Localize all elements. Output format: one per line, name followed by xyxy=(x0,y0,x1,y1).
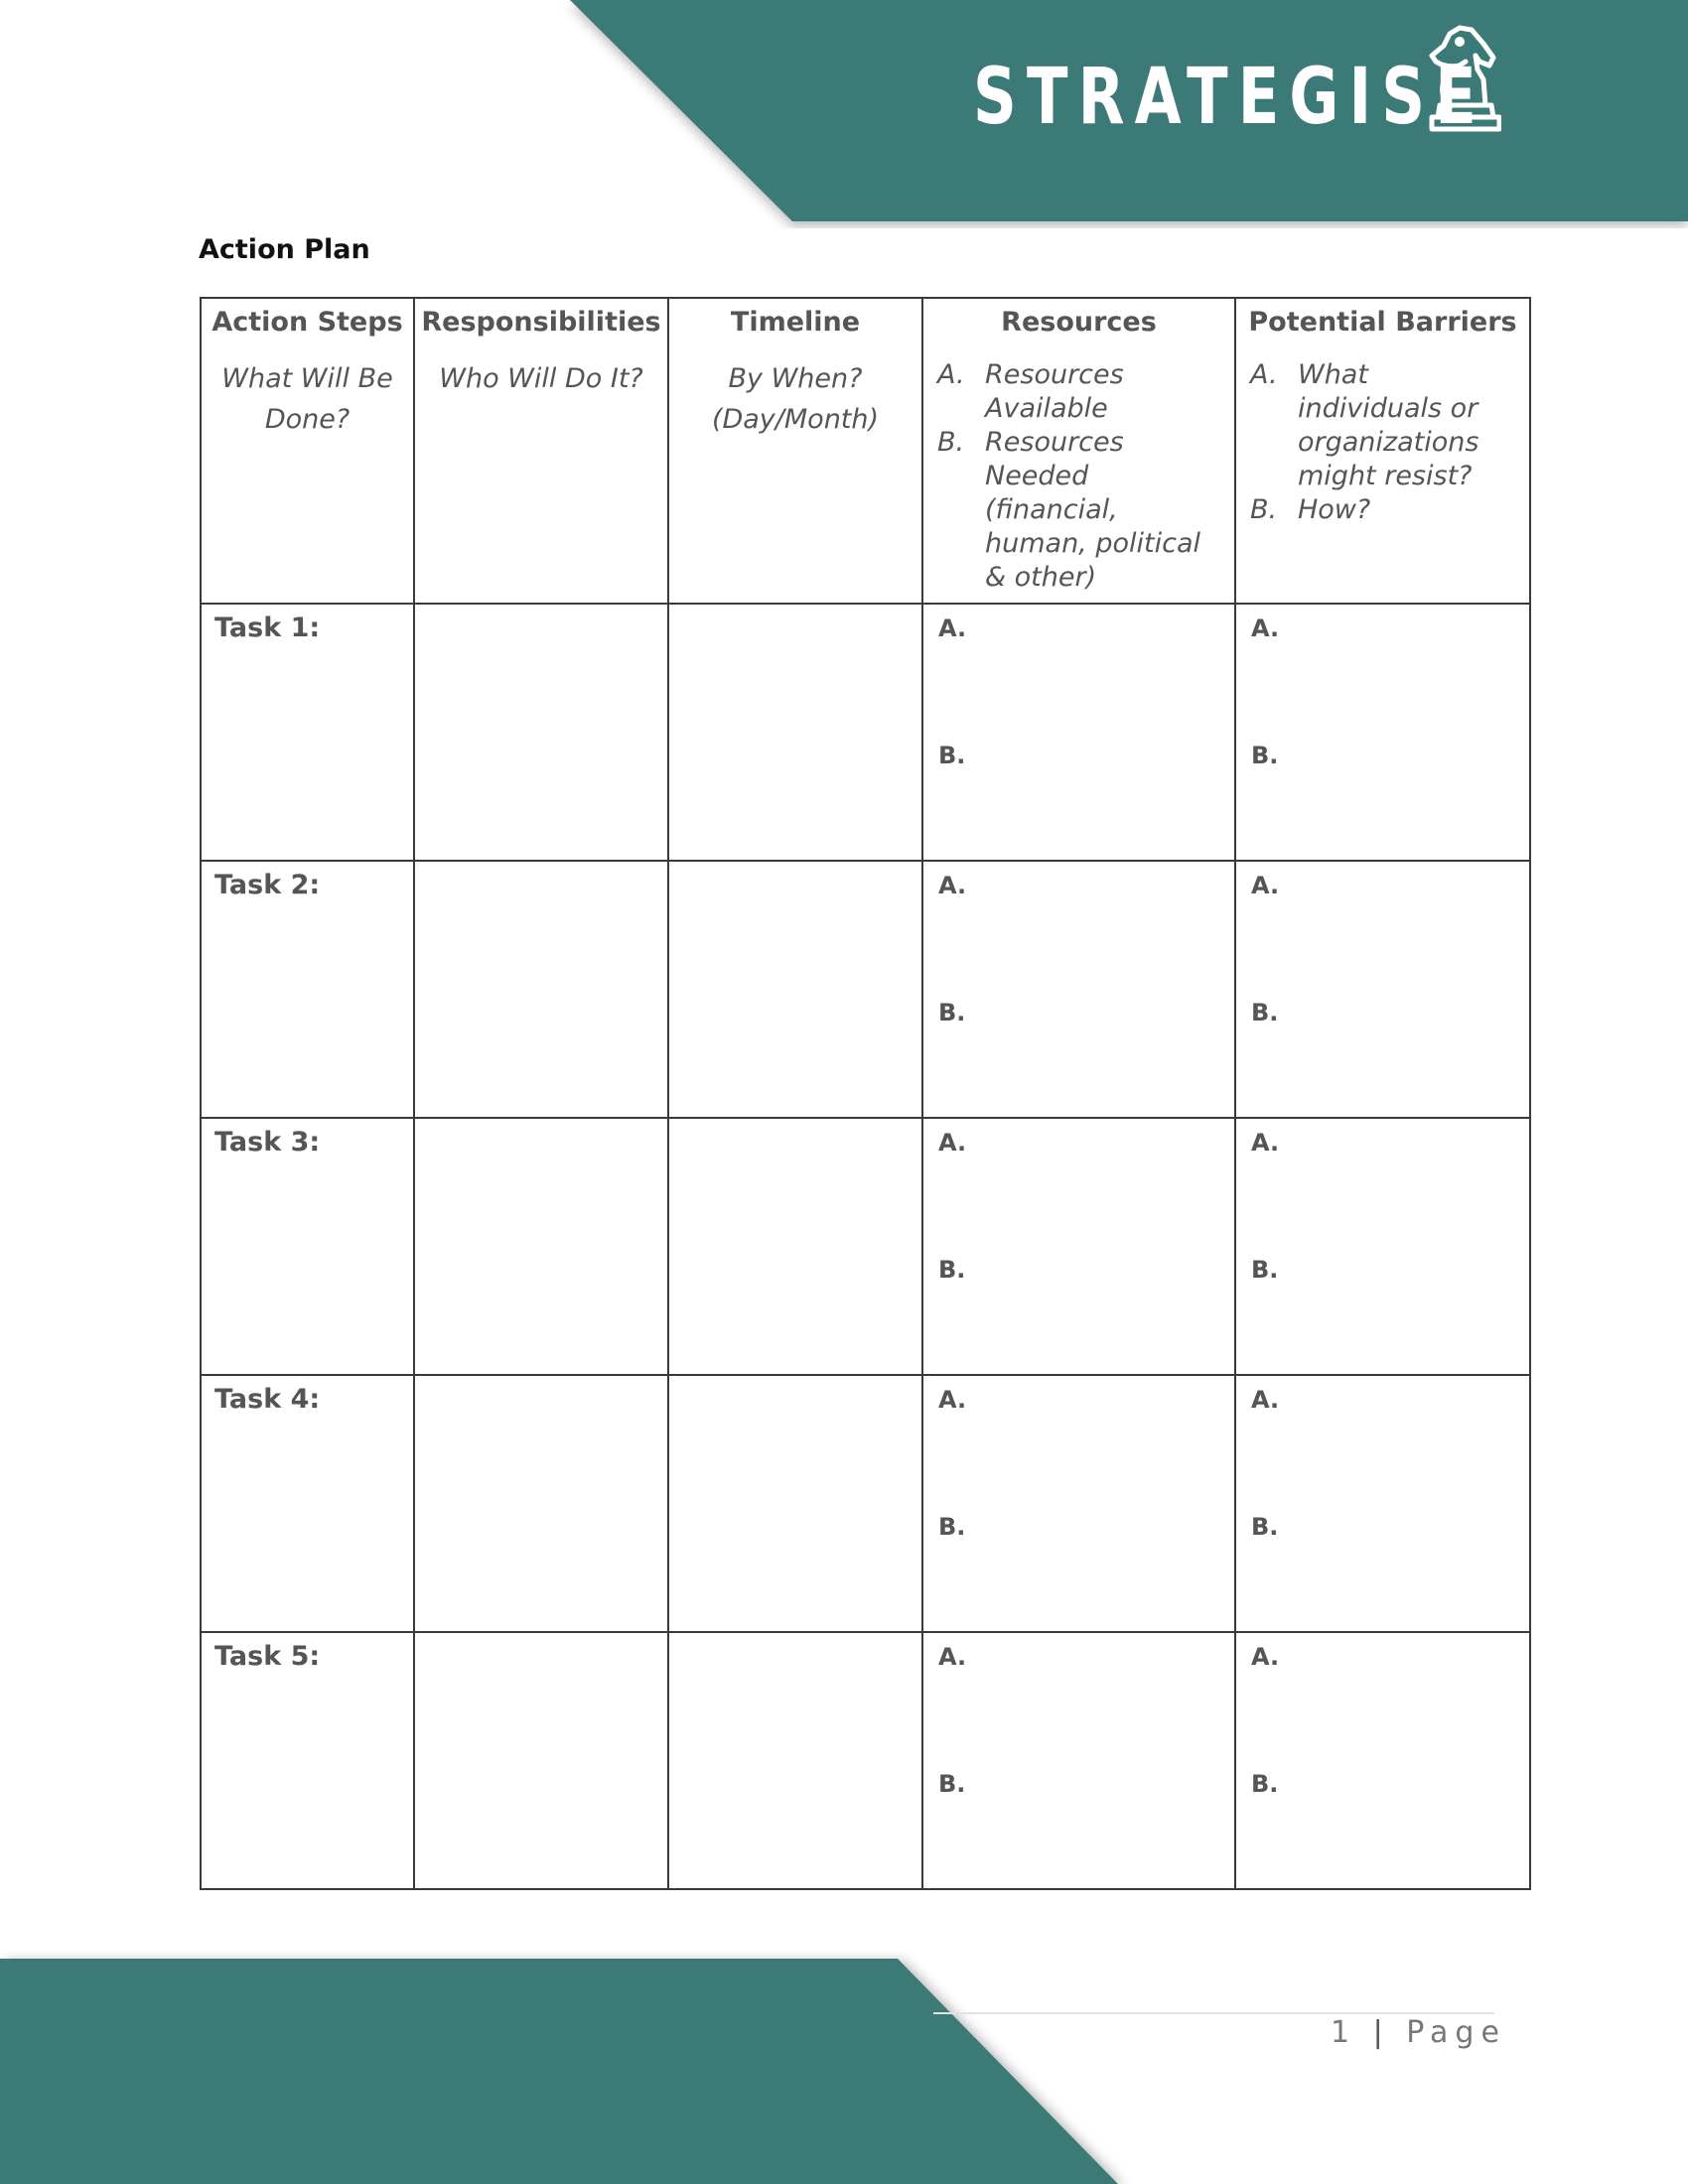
resources-a-label: A. xyxy=(938,872,967,899)
table-row xyxy=(201,861,1530,1118)
task-label: Task 5: xyxy=(214,1641,321,1672)
list-item xyxy=(937,426,1222,595)
resources-b-label: B. xyxy=(938,1513,966,1541)
responsibilities-cell[interactable] xyxy=(414,604,668,861)
brand-wordmark xyxy=(973,48,1631,147)
resources-b-label: B. xyxy=(938,999,966,1026)
table-row xyxy=(201,1632,1530,1889)
barriers-cell[interactable] xyxy=(1235,604,1530,861)
list-marker: B. xyxy=(1250,494,1278,525)
list-text: Resources Needed (financial, human, political & other) xyxy=(985,427,1200,593)
brand-name: STRATEGISE xyxy=(973,53,1486,142)
resources-a-label: A. xyxy=(938,614,967,642)
list-text: How? xyxy=(1298,494,1371,525)
task-label: Task 4: xyxy=(214,1384,321,1415)
chess-knight-icon xyxy=(1420,22,1501,137)
resources-cell[interactable] xyxy=(922,1632,1235,1889)
task-cell xyxy=(201,604,414,861)
list-marker: A. xyxy=(937,359,965,390)
task-label: Task 3: xyxy=(214,1127,321,1158)
resources-a-label: A. xyxy=(938,1643,967,1671)
column-title: Potential Barriers xyxy=(1248,307,1517,338)
responsibilities-cell[interactable] xyxy=(414,1375,668,1632)
barriers-a-label: A. xyxy=(1251,1386,1280,1414)
column-subitems xyxy=(923,358,1234,595)
table-row xyxy=(201,1118,1530,1375)
resources-b-label: B. xyxy=(938,1256,966,1284)
timeline-cell[interactable] xyxy=(668,1118,922,1375)
barriers-b-label: B. xyxy=(1251,1513,1279,1541)
barriers-cell[interactable] xyxy=(1235,1118,1530,1375)
column-header-timeline xyxy=(668,298,922,604)
barriers-a-label: A. xyxy=(1251,1129,1280,1157)
task-cell xyxy=(201,861,414,1118)
column-header-action-steps xyxy=(201,298,414,604)
list-text: What individuals or organizations might resist? xyxy=(1298,359,1479,491)
task-cell xyxy=(201,1375,414,1632)
task-cell xyxy=(201,1118,414,1375)
page-number-separator: | xyxy=(1372,2015,1390,2050)
list-marker: B. xyxy=(937,427,965,458)
footer-band xyxy=(0,1951,1688,2184)
timeline-cell[interactable] xyxy=(668,861,922,1118)
barriers-b-label: B. xyxy=(1251,742,1279,769)
column-title: Action Steps xyxy=(211,307,403,338)
task-label: Task 1: xyxy=(214,613,321,643)
resources-b-label: B. xyxy=(938,1770,966,1798)
action-plan-table xyxy=(200,297,1531,1890)
list-text: Resources Available xyxy=(985,359,1124,424)
resources-a-label: A. xyxy=(938,1129,967,1157)
page-number xyxy=(1331,2015,1506,2050)
column-title: Timeline xyxy=(730,307,861,338)
timeline-cell[interactable] xyxy=(668,604,922,861)
resources-a-label: A. xyxy=(938,1386,967,1414)
barriers-cell[interactable] xyxy=(1235,861,1530,1118)
timeline-cell[interactable] xyxy=(668,1632,922,1889)
responsibilities-cell[interactable] xyxy=(414,1632,668,1889)
resources-cell[interactable] xyxy=(922,604,1235,861)
column-subitems xyxy=(1236,358,1529,527)
table-row xyxy=(201,604,1530,861)
document-title: Action Plan xyxy=(199,234,370,265)
barriers-b-label: B. xyxy=(1251,999,1279,1026)
barriers-a-label: A. xyxy=(1251,1643,1280,1671)
resources-cell[interactable] xyxy=(922,861,1235,1118)
task-label: Task 2: xyxy=(214,870,321,900)
task-cell xyxy=(201,1632,414,1889)
barriers-b-label: B. xyxy=(1251,1770,1279,1798)
barriers-cell[interactable] xyxy=(1235,1375,1530,1632)
column-header-responsibilities xyxy=(414,298,668,604)
responsibilities-cell[interactable] xyxy=(414,861,668,1118)
table-header-row xyxy=(201,298,1530,604)
resources-cell[interactable] xyxy=(922,1375,1235,1632)
list-item xyxy=(937,358,1222,426)
page-number-label: Page xyxy=(1406,2015,1506,2050)
footer-divider xyxy=(933,2012,1494,2014)
column-title: Responsibilities xyxy=(421,307,661,338)
barriers-a-label: A. xyxy=(1251,872,1280,899)
table-row xyxy=(201,1375,1530,1632)
resources-cell[interactable] xyxy=(922,1118,1235,1375)
list-item xyxy=(1250,493,1517,527)
column-subtitle: By When? (Day/Month) xyxy=(711,363,880,435)
column-header-resources xyxy=(922,298,1235,604)
responsibilities-cell[interactable] xyxy=(414,1118,668,1375)
column-subtitle: Who Will Do It? xyxy=(439,363,643,394)
barriers-b-label: B. xyxy=(1251,1256,1279,1284)
list-marker: A. xyxy=(1250,359,1278,390)
list-item xyxy=(1250,358,1517,493)
resources-b-label: B. xyxy=(938,742,966,769)
column-header-potential-barriers xyxy=(1235,298,1530,604)
timeline-cell[interactable] xyxy=(668,1375,922,1632)
column-subtitle: What Will Be Done? xyxy=(221,363,393,435)
barriers-cell[interactable] xyxy=(1235,1632,1530,1889)
barriers-a-label: A. xyxy=(1251,614,1280,642)
column-title: Resources xyxy=(1001,307,1157,338)
page-number-value: 1 xyxy=(1331,2015,1357,2050)
